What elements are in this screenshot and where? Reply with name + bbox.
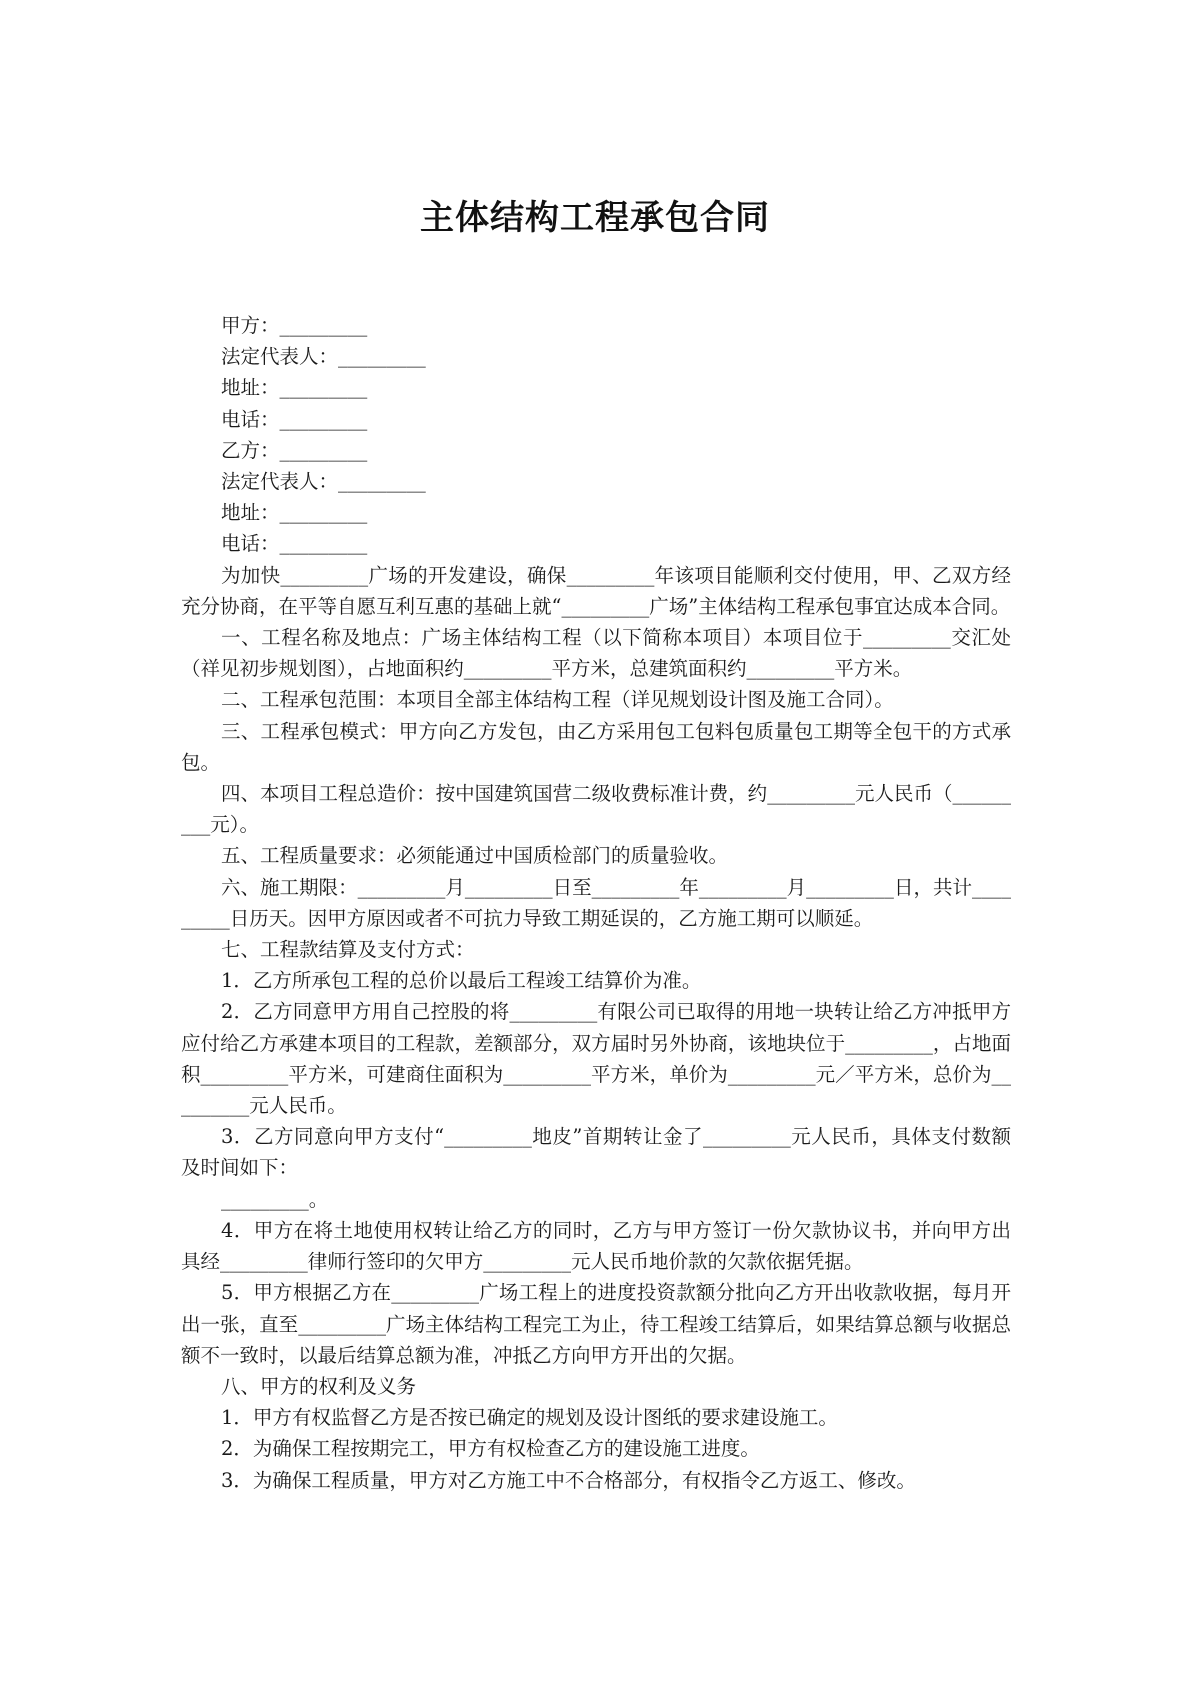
clause-7-item-3: 3．乙方同意向甲方支付“_________地皮”首期转让金了_________元人民币，具体支付数额及时间如下： xyxy=(181,1125,1011,1180)
clause-7-item-3-blank: _________。 xyxy=(221,1187,329,1211)
clause-8-item-3: 3．为确保工程质量，甲方对乙方施工中不合格部分，有权指令乙方返工、修改。 xyxy=(221,1468,916,1492)
clause-7-item-4: 4．甲方在将土地使用权转让给乙方的同时，乙方与甲方签订一份欠款协议书，并向甲方出具经_________律师行签印的欠甲方_________元人民币地价款的欠款依据凭据。 xyxy=(181,1218,1011,1274)
clause-7-item-5: 5．甲方根据乙方在_________广场工程上的进度投资款额分批向乙方开出收款收据，每月开出一张，直至_________广场主体结构工程完工为止，待工程竣工结算后，如果结算总额与收据总额不一致时，以最后结算总额为准，冲抵乙方向甲方开出的欠据。 xyxy=(181,1281,1011,1367)
document-title: 主体结构工程承包合同 xyxy=(420,198,770,238)
party-a-phone-line: 电话：_________ xyxy=(221,407,368,431)
clause-7-item-1: 1．乙方所承包工程的总价以最后工程竣工结算价为准。 xyxy=(221,969,702,993)
clause-3-contract-mode: 三、工程承包模式：甲方向乙方发包，由乙方采用包工包料包质量包工期等全包干的方式承包。 xyxy=(181,719,1011,774)
clause-8-item-1: 1．甲方有权监督乙方是否按已确定的规划及设计图纸的要求建设施工。 xyxy=(221,1406,838,1430)
clause-4-total-cost: 四、本项目工程总造价：按中国建筑国营二级收费标准计费，约_________元人民币（_________元）。 xyxy=(181,782,1011,837)
contract-body xyxy=(181,310,1011,1496)
clause-8-item-2: 2．为确保工程按期完工，甲方有权检查乙方的建设施工进度。 xyxy=(221,1437,760,1461)
party-a-address-line: 地址：_________ xyxy=(221,376,368,400)
party-b-phone-line: 电话：_________ xyxy=(221,532,368,556)
party-a-line: 甲方：_________ xyxy=(221,314,368,337)
clause-7-heading: 七、工程款结算及支付方式： xyxy=(221,938,475,962)
clause-1-project-name-location: 一、工程名称及地点：广场主体结构工程（以下简称本项目）本项目位于_________交汇处（祥见初步规划图），占地面积约_________平方米，总建筑面积约_________平方米。 xyxy=(181,626,1011,681)
clause-8-heading: 八、甲方的权利及义务 xyxy=(221,1374,417,1398)
party-b-line: 乙方：_________ xyxy=(221,438,368,462)
party-a-legal-rep-line: 法定代表人：_________ xyxy=(221,345,426,369)
preamble-paragraph: 为加快_________广场的开发建设，确保_________年该项目能顺利交付使用，甲、乙双方经充分协商，在平等自愿互利互惠的基础上就“_________广场”主体结构工程承包事宜达成本合同。 xyxy=(181,563,1011,618)
clause-5-quality: 五、工程质量要求：必须能通过中国质检部门的质量验收。 xyxy=(221,844,729,868)
party-b-address-line: 地址：_________ xyxy=(221,501,368,525)
clause-2-scope: 二、工程承包范围：本项目全部主体结构工程（详见规划设计图及施工合同）。 xyxy=(221,688,894,712)
clause-6-schedule: 六、施工期限：_________月_________日至_________年_________月_________日，共计_________日历天。因甲方原因或者不可抗力导致工期延误的，乙方施工期可以顺延。 xyxy=(181,875,1011,930)
party-b-legal-rep-line: 法定代表人：_________ xyxy=(221,470,426,494)
clause-7-item-2: 2．乙方同意甲方用自己控股的将_________有限公司已取得的用地一块转让给乙方冲抵甲方应付给乙方承建本项目的工程款，差额部分，双方届时另外协商，该地块位于_________，占地面积_________平方米，可建商住面积为_________平方米，单价为_________元／平方米，总价为_________元人民币。 xyxy=(181,1000,1011,1118)
